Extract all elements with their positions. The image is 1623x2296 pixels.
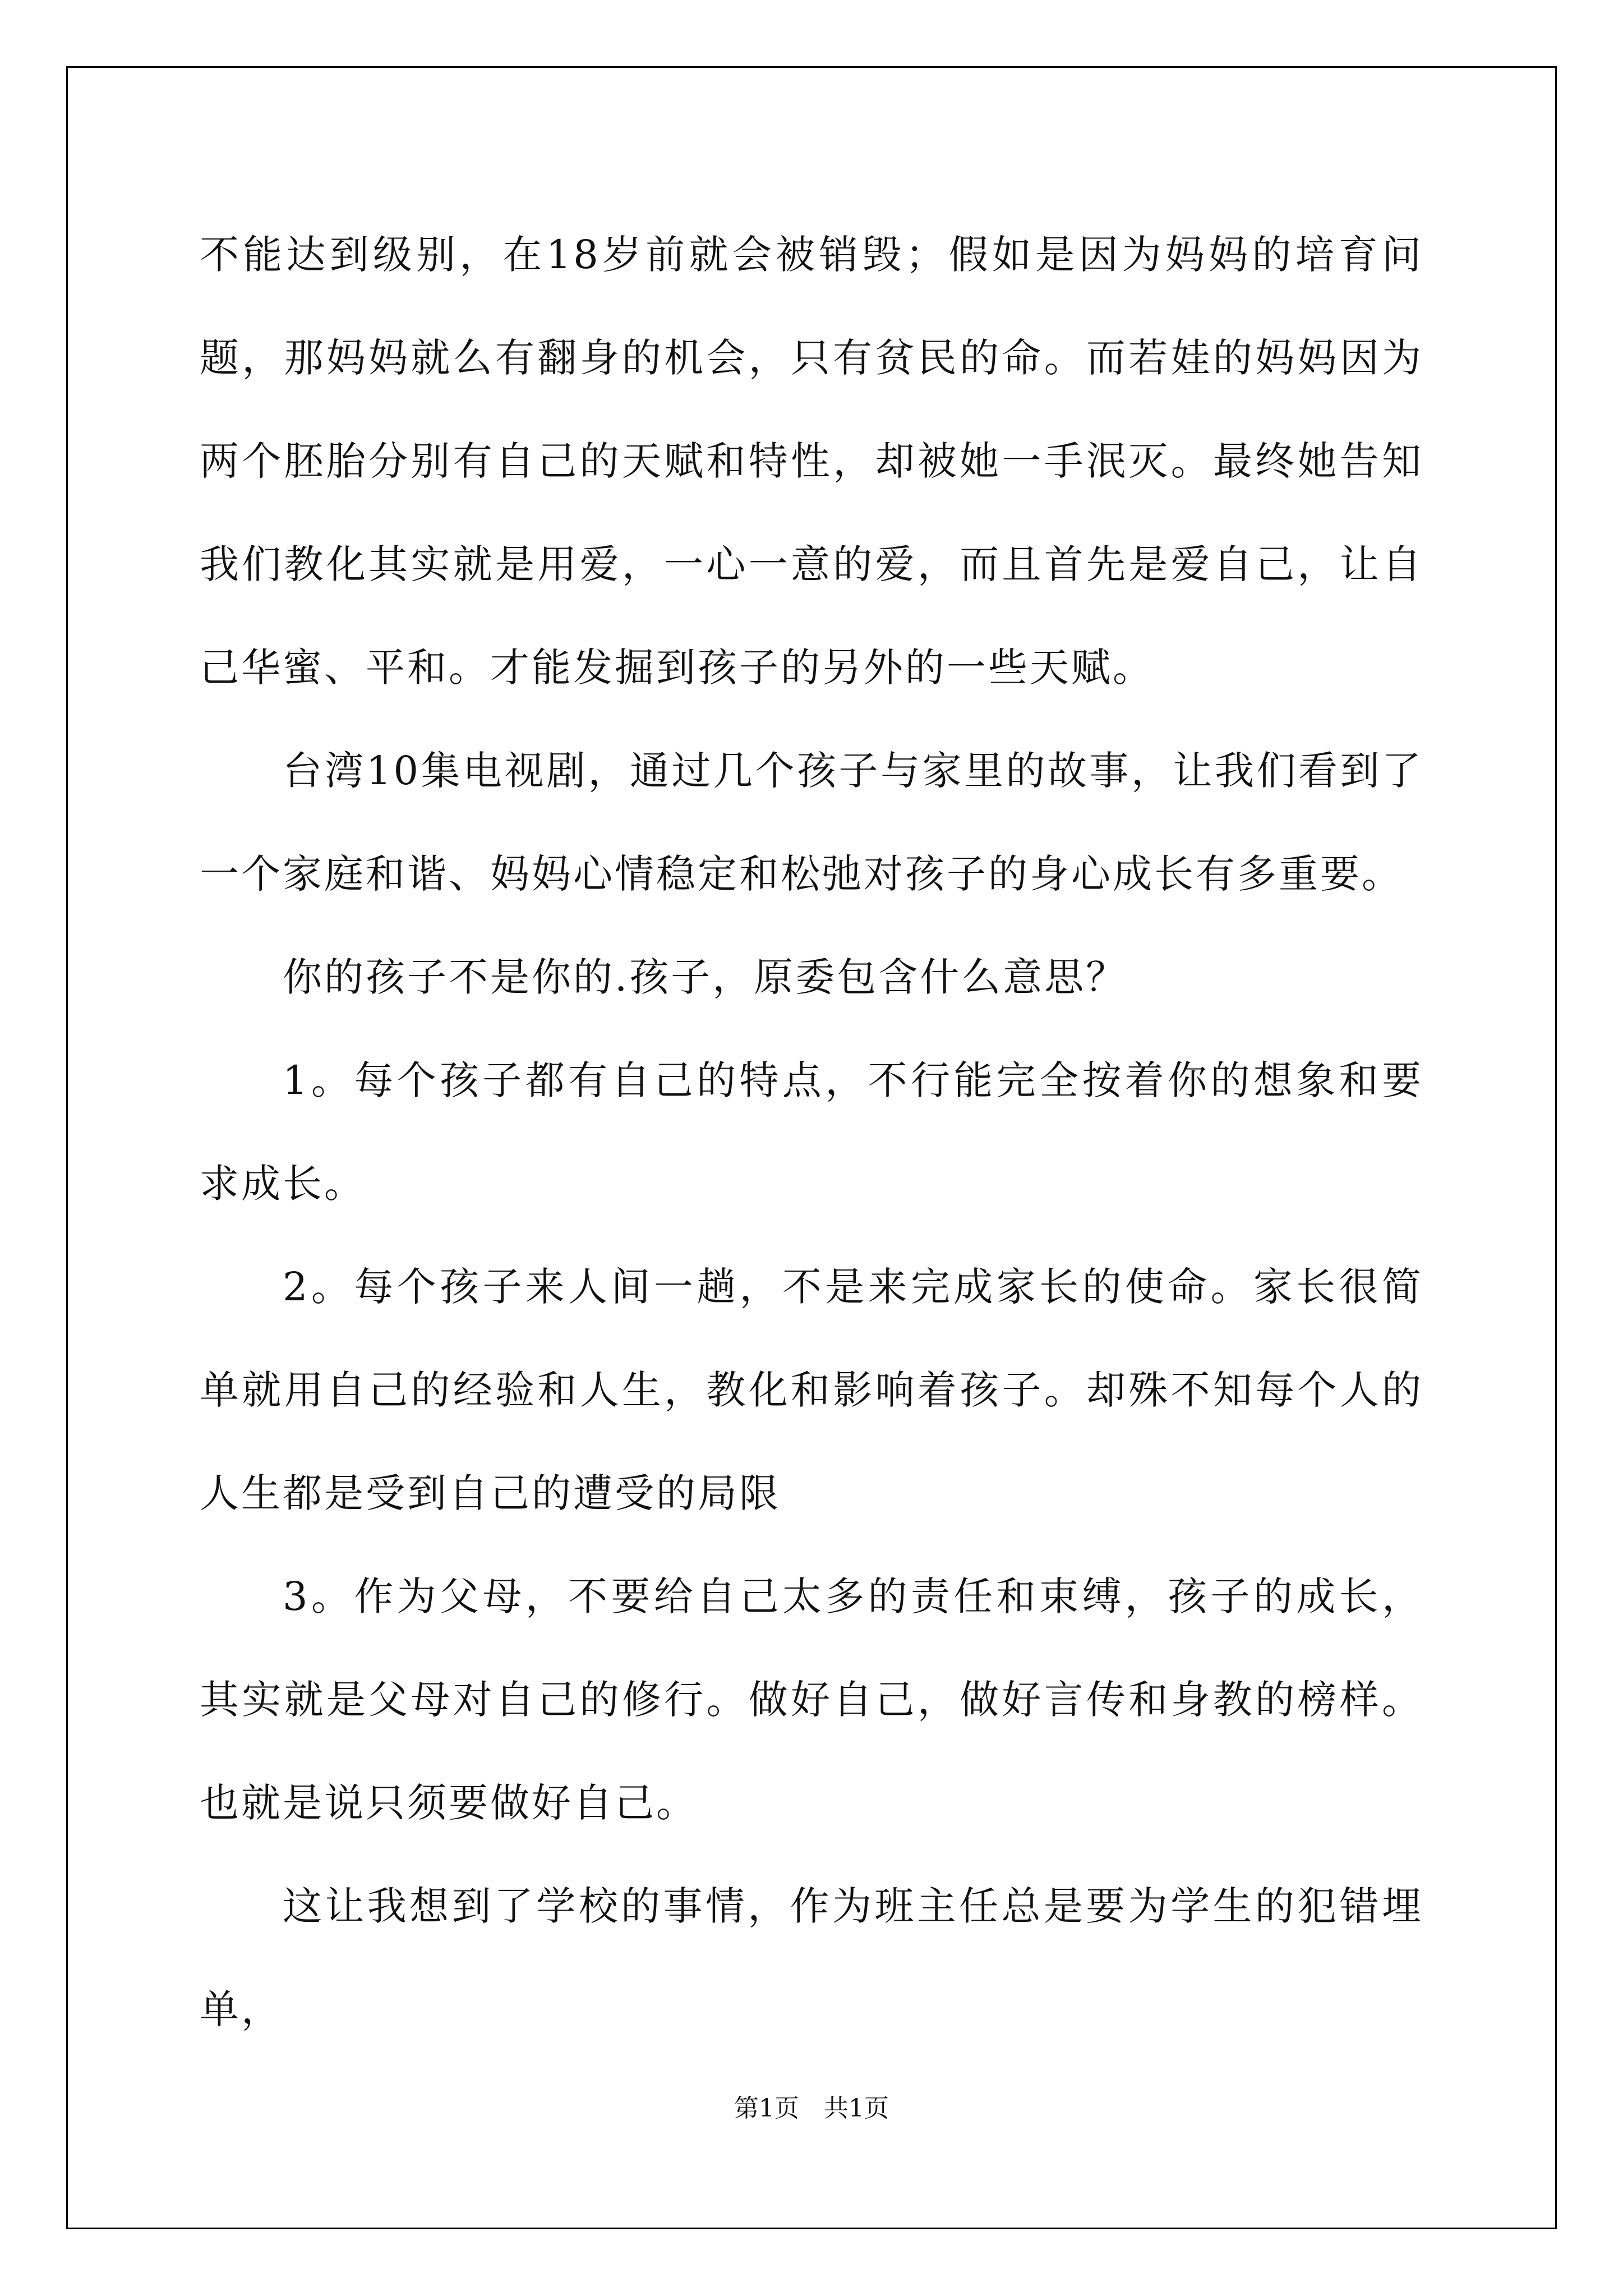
paragraph-5: 2。每个孩子来人间一趟，不是来完成家长的使命。家长很简单就用自己的经验和人生，教化和影响着孩子。却殊不知每个人的人生都是受到自己的遭受的局限 xyxy=(200,1264,1423,1516)
document-body xyxy=(200,203,1423,2061)
page-footer: 第1页 共1页 xyxy=(734,2094,889,2123)
paragraph-3: 你的孩子不是你的.孩子，原委包含什么意思？ xyxy=(283,954,1128,1000)
paragraph-4: 1。每个孩子都有自己的特点，不行能完全按着你的想象和要求成长。 xyxy=(200,1057,1423,1207)
paragraph-1: 不能达到级别，在18岁前就会被销毁；假如是因为妈妈的培育问题，那妈妈就么有翻身的机会，只有贫民的命。而若娃的妈妈因为两个胚胎分别有自己的天赋和特性，却被她一手泯灭。最终她告知我们教化其实就是用爱，一心一意的爱，而且首先是爱自己，让自己华蜜、平和。才能发掘到孩子的另外的一些天赋。 xyxy=(200,232,1423,691)
paragraph-2: 台湾10集电视剧，通过几个孩子与家里的故事，让我们看到了一个家庭和谐、妈妈心情稳定和松弛对孩子的身心成长有多重要。 xyxy=(200,748,1423,897)
paragraph-6: 3。作为父母，不要给自己太多的责任和束缚，孩子的成长，其实就是父母对自己的修行。做好自己，做好言传和身教的榜样。也就是说只须要做好自己。 xyxy=(200,1573,1423,1826)
paragraph-7: 这让我想到了学校的事情，作为班主任总是要为学生的犯错埋单， xyxy=(200,1883,1423,2032)
